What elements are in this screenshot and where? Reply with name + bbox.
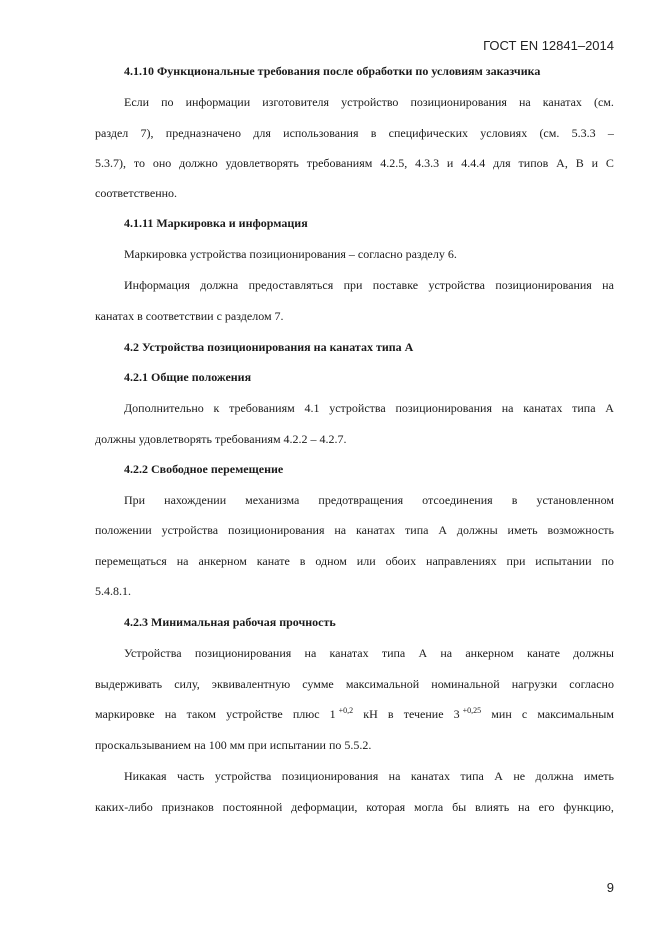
word: 7), — [140, 126, 154, 140]
para-4-2-2-line — [95, 523, 614, 538]
word: 5.3.3 — [571, 126, 596, 140]
word: нагрузки — [511, 677, 558, 691]
word: которая — [366, 800, 406, 814]
word: условиях — [480, 126, 528, 140]
word: должна — [200, 278, 239, 292]
word: Устройства — [124, 646, 182, 660]
word: в — [299, 554, 306, 568]
word: позиционирования — [194, 646, 292, 660]
word: и — [591, 156, 598, 170]
word: плюс — [292, 707, 320, 721]
para-4-1-10-line — [124, 95, 614, 110]
word: позиционирования — [410, 95, 507, 109]
word: позиционирования — [395, 401, 492, 415]
word: механизма — [245, 493, 300, 507]
word: канате — [256, 554, 290, 568]
word: устройства — [161, 523, 219, 537]
word: испытании — [535, 554, 592, 568]
word: типов — [518, 156, 549, 170]
word: требованиям — [306, 156, 373, 170]
word: для — [493, 156, 511, 170]
word: направлениях — [426, 554, 497, 568]
word: позиционирования — [495, 278, 592, 292]
word: с — [521, 707, 528, 721]
para-4-2-3-line — [95, 707, 614, 722]
word: специфических — [388, 126, 469, 140]
word: эквивалентную — [211, 677, 291, 691]
word: A, — [556, 156, 568, 170]
word: возможность — [547, 523, 614, 537]
para-4-1-10-line — [95, 156, 614, 171]
word: анкерном — [465, 646, 514, 660]
word: одном — [315, 554, 347, 568]
word: канатах — [329, 646, 369, 660]
word: обоих — [385, 554, 417, 568]
word: каких-либо — [95, 800, 153, 814]
word: изготовителя — [262, 95, 330, 109]
word: устройстве — [226, 707, 283, 721]
word: должны — [573, 646, 614, 660]
para-4-1-11-marking: Маркировка устройства позиционирования – согласно разделу 6. — [124, 247, 457, 261]
word: максимальным — [537, 707, 614, 721]
para-4-1-10-line — [95, 126, 614, 141]
word: 4.3.3 — [415, 156, 440, 170]
word: канатах — [523, 401, 563, 415]
word: в — [387, 707, 394, 721]
word: на — [602, 278, 614, 292]
word: мин — [491, 707, 512, 721]
word: позиционирования — [228, 523, 325, 537]
word: нахождении — [164, 493, 227, 507]
word: силу, — [174, 677, 200, 691]
word: 4.1 — [304, 401, 320, 415]
word: 4.2.5, — [380, 156, 408, 170]
para-4-2-2-line: 5.4.8.1. — [95, 584, 131, 598]
word: на — [304, 646, 317, 660]
word: иметь — [583, 769, 614, 783]
heading-4-2-3: 4.2.3 Минимальная рабочая прочность — [124, 615, 336, 629]
word: выдерживать — [95, 677, 163, 691]
word: в — [370, 126, 377, 140]
word: Никакая — [124, 769, 167, 783]
word: C — [605, 156, 614, 170]
word: к — [213, 401, 220, 415]
word: течение — [403, 707, 444, 721]
word: и — [446, 156, 454, 170]
word: типа — [405, 523, 429, 537]
para-4-1-11-line: канатах в соответствии с разделом 7. — [95, 309, 284, 323]
word: устройства — [329, 401, 386, 415]
word: для — [253, 126, 271, 140]
word: на — [440, 646, 453, 660]
para-4-2-2-line — [124, 493, 614, 508]
word: на — [164, 707, 177, 721]
word: информации — [185, 95, 251, 109]
word: на — [501, 401, 514, 415]
word: 4.4.4 — [461, 156, 486, 170]
word: таком — [186, 707, 216, 721]
word: при — [343, 278, 363, 292]
word: на — [176, 554, 189, 568]
word: предназначено — [165, 126, 242, 140]
word: положении — [95, 523, 152, 537]
word: по — [161, 95, 174, 109]
word: признаков — [161, 800, 214, 814]
heading-4-2-1: 4.2.1 Общие положения — [124, 370, 252, 384]
para-4-2-3-line — [95, 800, 614, 815]
word: канатах — [410, 769, 450, 783]
word: (см. — [539, 126, 560, 140]
word: деформации, — [291, 800, 358, 814]
word: сумме — [302, 677, 334, 691]
word: функцию, — [563, 800, 614, 814]
word: его — [538, 800, 555, 814]
word: часть — [176, 769, 205, 783]
word: должны — [456, 523, 498, 537]
force-value: 1 $^{+0,2}$ — [329, 706, 354, 721]
time-tolerance: +0,25 — [462, 706, 482, 715]
word: 5.3.7), — [95, 156, 126, 170]
time-value: 3 $^{+0,25}$ — [453, 706, 482, 721]
word: установленном — [536, 493, 614, 507]
word: типа — [460, 769, 484, 783]
word: максимальной — [345, 677, 420, 691]
word: канатах — [542, 95, 582, 109]
word: бы — [452, 800, 467, 814]
word: или — [356, 554, 376, 568]
word: кН — [363, 707, 378, 721]
para-4-2-2-line — [95, 554, 614, 569]
word: маркировке — [95, 707, 155, 721]
word: А — [605, 401, 614, 415]
word: А — [494, 769, 503, 783]
word: на — [334, 523, 347, 537]
word: B — [575, 156, 584, 170]
para-4-2-3-line — [124, 769, 614, 784]
word: не — [513, 769, 526, 783]
word: Информация — [124, 278, 190, 292]
word: А — [438, 523, 448, 537]
para-4-2-1-line — [124, 401, 614, 416]
word: – — [607, 126, 614, 140]
heading-4-1-10: 4.1.10 Функциональные требования после обработки по условиям заказчика — [124, 64, 541, 78]
heading-4-1-11: 4.1.11 Маркировка и информация — [124, 216, 308, 230]
para-4-2-3-line — [124, 646, 614, 661]
heading-4-2: 4.2 Устройства позиционирования на канатах типа А — [124, 340, 414, 354]
page-number: 9 — [606, 880, 614, 895]
word: использования — [283, 126, 359, 140]
word: по — [601, 554, 614, 568]
word: то — [133, 156, 145, 170]
word: предотвращения — [318, 493, 404, 507]
word: устройства — [428, 278, 485, 292]
word: на — [388, 769, 401, 783]
para-4-1-11-line — [124, 278, 614, 293]
word: канатах — [356, 523, 396, 537]
word: устройство — [341, 95, 399, 109]
word: При — [124, 493, 146, 507]
word: поставке — [372, 278, 419, 292]
word: отсоединения — [422, 493, 493, 507]
word: типа — [381, 646, 406, 660]
word: номинальной — [431, 677, 500, 691]
word: удовлетворять — [225, 156, 299, 170]
word: в — [511, 493, 518, 507]
word: должно — [179, 156, 218, 170]
para-4-2-1-line: должны удовлетворять требованиям 4.2.2 – 4.2.7. — [95, 432, 347, 446]
word: устройства — [214, 769, 272, 783]
word: канате — [526, 646, 560, 660]
word: Дополнительно — [124, 401, 204, 415]
word: на — [518, 800, 530, 814]
word: раздел — [95, 126, 129, 140]
word: предоставляться — [248, 278, 334, 292]
word: (см. — [593, 95, 614, 109]
word: требованиям — [229, 401, 295, 415]
para-4-2-3-line: проскальзыванием на 100 мм при испытании по 5.5.2. — [95, 738, 372, 752]
standard-designation: ГОСТ EN 12841–2014 — [483, 38, 614, 53]
heading-4-2-2: 4.2.2 Свободное перемещение — [124, 462, 284, 476]
word: постоянной — [222, 800, 283, 814]
force-tolerance: +0,2 — [338, 706, 354, 715]
word: Если — [124, 95, 150, 109]
word: могла — [414, 800, 444, 814]
word: на — [518, 95, 531, 109]
word: согласно — [569, 677, 614, 691]
word: влиять — [475, 800, 510, 814]
word: оно — [152, 156, 172, 170]
word: должна — [535, 769, 574, 783]
word: при — [506, 554, 526, 568]
word: А — [418, 646, 428, 660]
word: иметь — [507, 523, 538, 537]
word: перемещаться — [95, 554, 167, 568]
para-4-2-3-line — [95, 677, 614, 692]
para-4-1-10-line: соответственно. — [95, 186, 178, 200]
word: анкерном — [198, 554, 247, 568]
word: позиционирования — [281, 769, 379, 783]
word: типа — [572, 401, 596, 415]
